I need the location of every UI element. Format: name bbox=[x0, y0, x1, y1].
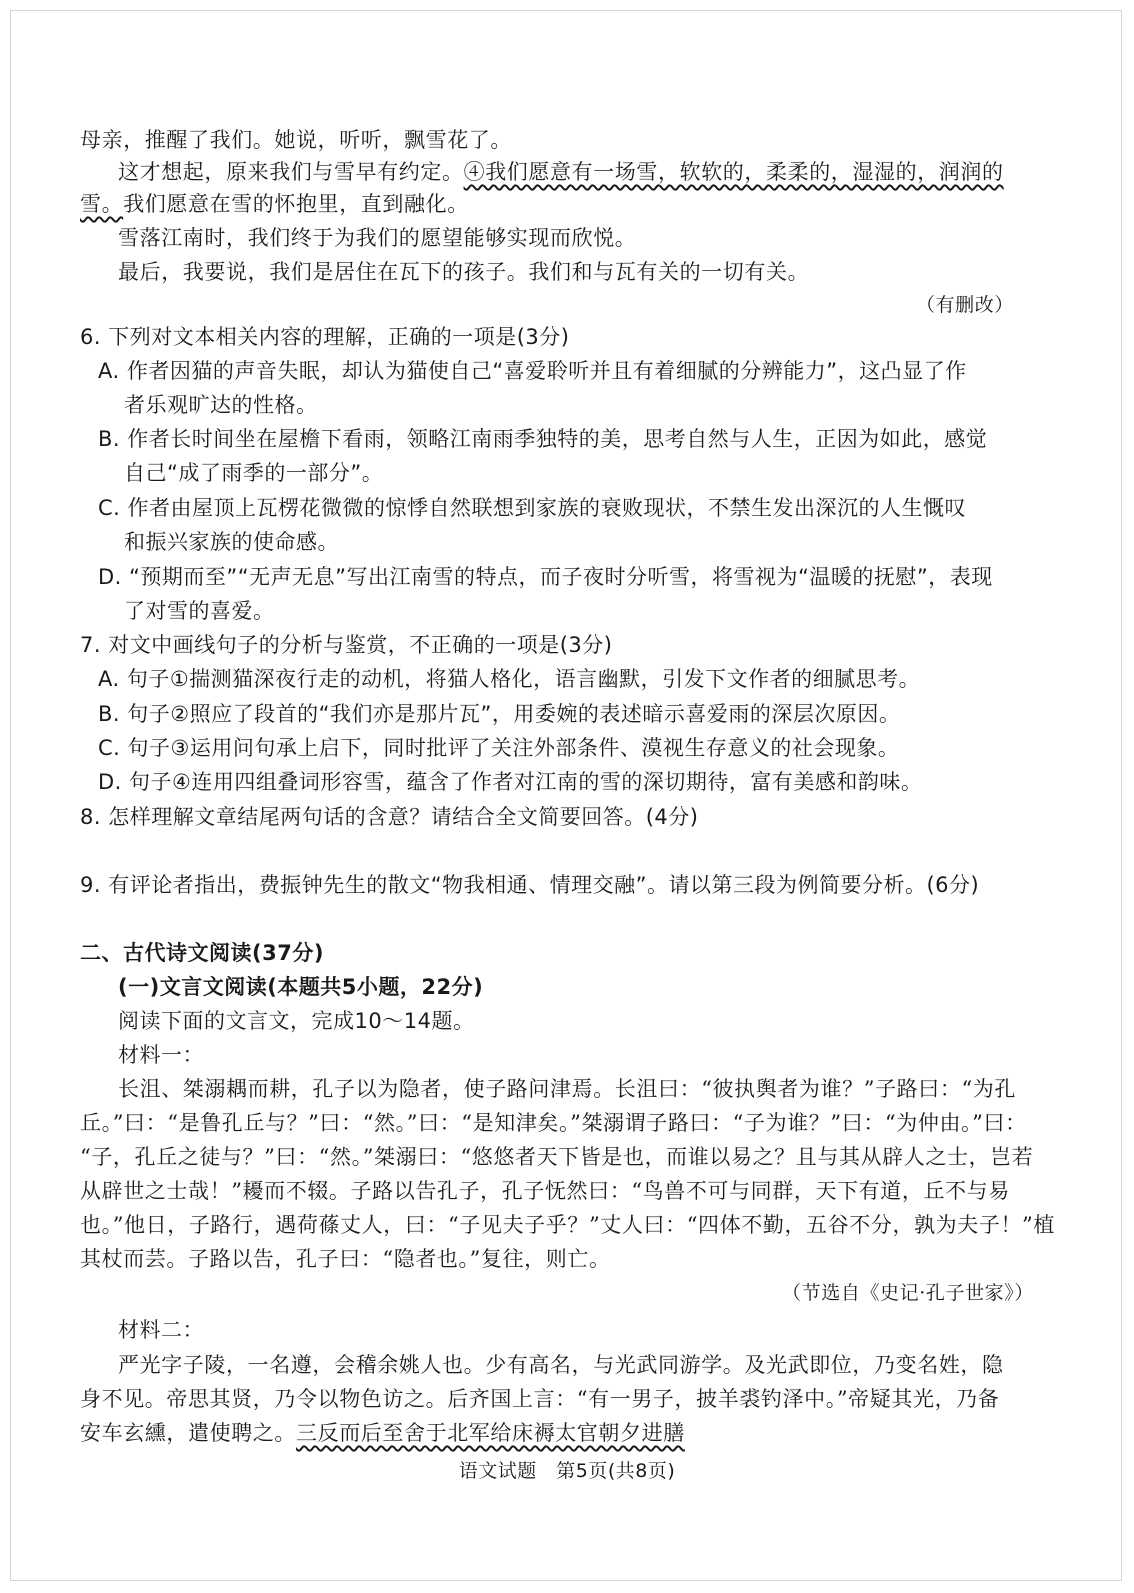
material-1-label: 材料一： bbox=[118, 1043, 204, 1067]
material-2-line: 严光字子陵，一名遵，会稽余姚人也。少有高名，与光武同游学。及光武即位，乃变名姓，隐 bbox=[118, 1353, 1004, 1377]
page-footer: 语文试题 第5页(共8页) bbox=[458, 1460, 676, 1482]
underlined-sentence-4: ④我们愿意有一场雪，软软的，柔柔的，湿湿的，润润的 bbox=[463, 160, 1004, 184]
material-1-line: 其杖而芸。子路以告，孔子曰：“隐者也。”复往，则亡。 bbox=[80, 1247, 611, 1271]
passage-text: 这才想起，原来我们与雪早有约定。 bbox=[118, 160, 464, 184]
material-1-line: 长沮、桀溺耦而耕，孔子以为隐者，使子路问津焉。长沮曰：“彼执舆者为谁？”子路曰：“为孔 bbox=[118, 1077, 1017, 1101]
q6-option-b: B. 作者长时间坐在屋檐下看雨，领略江南雨季独特的美，思考自然与人生，正因为如此，感觉 bbox=[98, 427, 988, 451]
q6-option-d: D. “预期而至”“无声无息”写出江南雪的特点，而子夜时分听雪，将雪视为“温暖的抚慰”，表现 bbox=[98, 565, 993, 589]
q6-option-d-cont: 了对雪的喜爱。 bbox=[124, 599, 275, 623]
question-8: 8. 怎样理解文章结尾两句话的含意？请结合全文简要回答。(4分) bbox=[80, 805, 699, 829]
q6-option-c-cont: 和振兴家族的使命感。 bbox=[124, 530, 339, 554]
material-1-line: 丘。”曰：“是鲁孔丘与？”曰：“然。”曰：“是知津矣。”桀溺谓子路曰：“子为谁？”曰：“为仲由。”曰： bbox=[80, 1111, 1027, 1135]
material-1-line: 也。”他日，子路行，遇荷蓧丈人，曰：“子见夫子乎？”丈人曰：“四体不勤，五谷不分，孰为夫子！”植 bbox=[80, 1213, 1055, 1237]
underlined-sentence-4-end: 雪。 bbox=[80, 192, 124, 216]
q7-option-d: D. 句子④连用四组叠词形容雪，蕴含了作者对江南的雪的深切期待，富有美感和韵味。 bbox=[98, 770, 923, 794]
material-2-label: 材料二： bbox=[118, 1318, 204, 1342]
q6-option-a-cont: 者乐观旷达的性格。 bbox=[124, 393, 318, 417]
material-2-line: 身不见。帝思其贤，乃令以物色访之。后齐国上言：“有一男子，披羊裘钓泽中。”帝疑其光，乃备 bbox=[80, 1387, 1000, 1411]
q6-option-b-cont: 自己“成了雨季的一部分”。 bbox=[124, 461, 384, 485]
passage-line: 最后，我要说，我们是居住在瓦下的孩子。我们和与瓦有关的一切有关。 bbox=[118, 260, 810, 284]
question-7-stem: 7. 对文中画线句子的分析与鉴赏，不正确的一项是(3分) bbox=[80, 633, 613, 657]
q7-option-a: A. 句子①揣测猫深夜行走的动机，将猫人格化，语言幽默，引发下文作者的细腻思考。 bbox=[98, 667, 921, 691]
material-1-line: “子，孔丘之徒与？”曰：“然。”桀溺曰：“悠悠者天下皆是也，而谁以易之？且与其从辟人之士，岂若 bbox=[80, 1145, 1034, 1169]
material-2-line bbox=[80, 1418, 685, 1448]
material-1-line: 从辟世之士哉！”耰而不辍。子路以告孔子，孔子怃然曰：“鸟兽不可与同群，天下有道，丘不与易 bbox=[80, 1179, 1010, 1203]
passage-line bbox=[118, 157, 1004, 187]
material-1-source: （节选自《史记·孔子世家》） bbox=[782, 1282, 1034, 1304]
passage-line: 雪落江南时，我们终于为我们的愿望能够实现而欣悦。 bbox=[118, 226, 637, 250]
passage-line bbox=[80, 189, 469, 219]
subsection-title: (一)文言文阅读(本题共5小题，22分) bbox=[118, 975, 484, 999]
q6-option-a: A. 作者因猫的声音失眠，却认为猫使自己“喜爱聆听并且有着细腻的分辨能力”，这凸显了作 bbox=[98, 359, 967, 383]
section-2-title: 二、古代诗文阅读(37分) bbox=[80, 941, 324, 965]
q7-option-c: C. 句子③运用问句承上启下，同时批评了关注外部条件、漠视生存意义的社会现象。 bbox=[98, 736, 900, 760]
question-9: 9. 有评论者指出，费振钟先生的散文“物我相通、情理交融”。请以第三段为例简要分析。(6分) bbox=[80, 873, 980, 897]
reading-instruction: 阅读下面的文言文，完成10～14题。 bbox=[118, 1009, 475, 1033]
passage-text: 我们愿意在雪的怀抱里，直到融化。 bbox=[123, 192, 469, 216]
q7-option-b: B. 句子②照应了段首的“我们亦是那片瓦”，用委婉的表述暗示喜爱雨的深层次原因。 bbox=[98, 702, 901, 726]
material-2-text: 安车玄纁，遣使聘之。 bbox=[80, 1421, 296, 1445]
q6-option-c: C. 作者由屋顶上瓦楞花微微的惊悸自然联想到家族的衰败现状，不禁生发出深沉的人生慨叹 bbox=[98, 496, 967, 520]
source-note: （有删改） bbox=[915, 294, 1014, 316]
passage-line: 母亲，推醒了我们。她说，听听，飘雪花了。 bbox=[80, 128, 512, 152]
underlined-sentence: 三反而后至舍于北军给床褥太官朝夕进膳 bbox=[296, 1421, 685, 1445]
question-6-stem: 6. 下列对文本相关内容的理解，正确的一项是(3分) bbox=[80, 325, 570, 349]
